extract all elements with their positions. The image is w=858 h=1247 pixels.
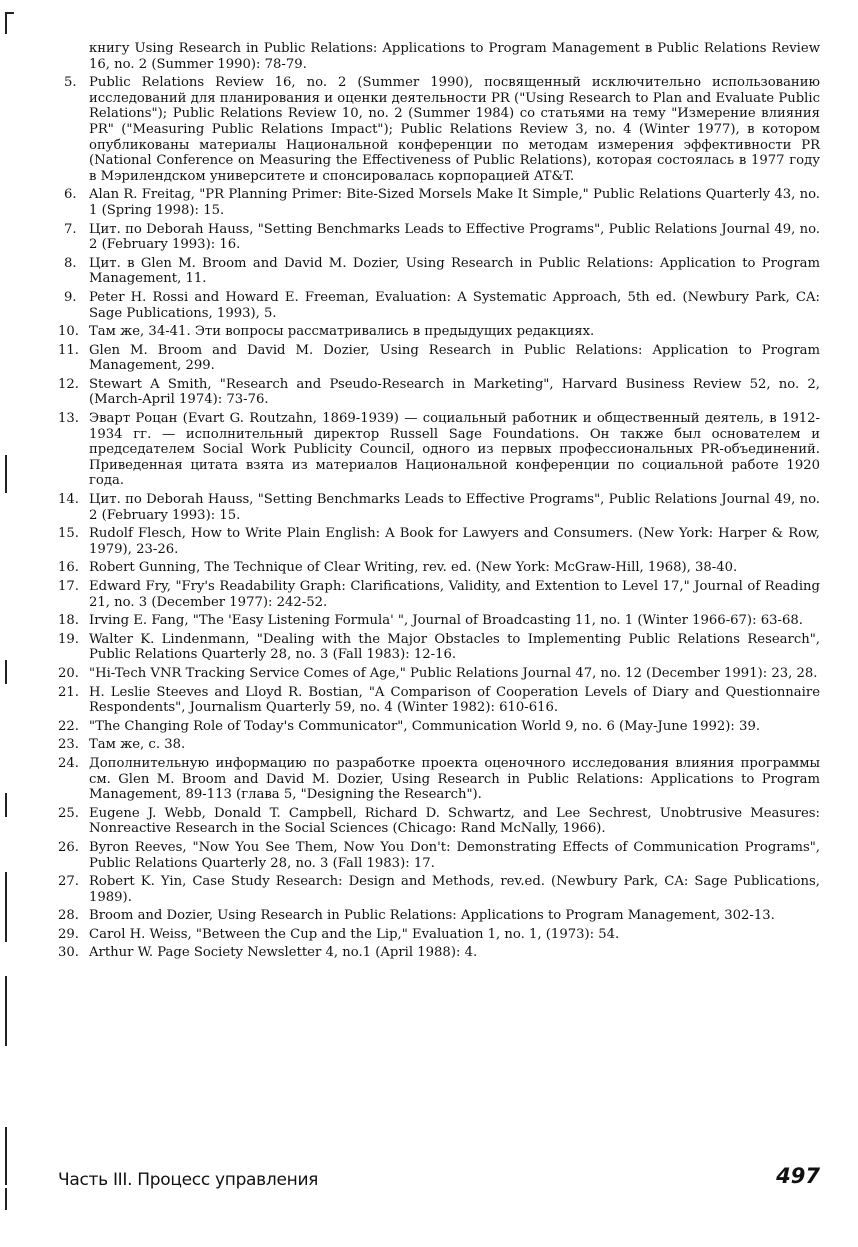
endnote-number: 6. xyxy=(64,187,77,203)
endnote-number: 25. xyxy=(58,805,79,821)
endnote-number: 23. xyxy=(58,737,79,753)
endnote-text: Там же, 34-41. Эти вопросы рассматривались в предыдущих редакциях. xyxy=(89,324,595,340)
endnote-text: Robert K. Yin, Case Study Research: Design and Methods, rev.ed. (Newbury Park, CA: Sage Publications, 1989). xyxy=(89,874,820,905)
endnote xyxy=(58,579,820,610)
endnote xyxy=(58,632,820,663)
endnote-text: Public Relations Review 16, no. 2 (Summer 1990), посвященный исключительно использованию исследований для планирования и оценки деятельности PR ("Using Research to Plan and Evaluate Public Relations"); Public Relations Review 10, no. 2 (Summer 1984) со статьями на тему "Измерение влияния PR" ("Measuring Public Relations Impact"); Public Relations Review 3, no. 4 (Winter 1977), в котором опубликованы материалы Национальной конференции по методам измерения эффективности PR (National Conference on Measuring the Effectiveness of Public Relations), которая состоялась в 1977 году в Мэрилендском университете и спонсировалась корпорацией AT&T. xyxy=(89,75,820,184)
endnote-number: 17. xyxy=(58,579,79,594)
endnote-text: Walter K. Lindenmann, "Dealing with the Major Obstacles to Implementing Public Relations Research", Public Relations Quarterly 28, no. 3 (Fall 1983): 12-16. xyxy=(89,631,820,663)
endnote xyxy=(58,560,820,576)
endnote xyxy=(58,41,820,72)
endnote xyxy=(58,908,820,924)
endnote-number: 11. xyxy=(58,342,79,358)
endnote-text: Stewart A Smith, "Research and Pseudo-Research in Marketing", Harvard Business Review 52, no. 2, (March-April 1974): 73-76. xyxy=(89,376,820,408)
endnote xyxy=(58,187,820,218)
endnote-text: Irving E. Fang, "The 'Easy Listening Formula' ", Journal of Broadcasting 11, no. 1 (Winter 1966-67): 63-68. xyxy=(89,613,803,629)
endnote-number: 28. xyxy=(58,908,79,924)
endnote-number: 18. xyxy=(58,613,79,629)
endnote xyxy=(58,666,820,682)
endnote-number: 7. xyxy=(64,221,77,237)
endnote-text: Arthur W. Page Society Newsletter 4, no.1 (April 1988): 4. xyxy=(89,945,478,961)
endnote xyxy=(58,874,820,905)
endnote-number: 12. xyxy=(58,376,79,392)
endnote-number: 29. xyxy=(58,926,79,942)
endnote-text: Peter H. Rossi and Howard E. Freeman, Evaluation: A Systematic Approach, 5th ed. (Newbury Park, CA: Sage Publications, 1993), 5. xyxy=(89,289,820,321)
margin-marks xyxy=(0,0,20,1247)
endnote-number: 19. xyxy=(58,631,79,647)
endnote-number: 20. xyxy=(58,665,79,681)
endnote-number: 5. xyxy=(64,75,77,91)
page-footer xyxy=(58,1164,820,1194)
endnote xyxy=(58,377,820,408)
endnote xyxy=(58,945,820,961)
endnote-text: книгу Using Research in Public Relations: Applications to Program Management в Public Relations Review 16, no. 2 (Summer 1990): 78-79. xyxy=(89,41,820,72)
endnote-text: Broom and Dozier, Using Research in Public Relations: Applications to Program Management, 302-13. xyxy=(89,908,775,924)
endnote xyxy=(58,222,820,253)
endnote xyxy=(58,719,820,735)
endnote-text: Glen M. Broom and David M. Dozier, Using Research in Public Relations: Application to Program Management, 299. xyxy=(89,342,820,374)
endnote xyxy=(58,290,820,321)
endnote xyxy=(58,756,820,803)
endnote-number: 22. xyxy=(58,718,79,734)
endnote xyxy=(58,411,820,489)
endnote-text: Эварт Роцан (Evart G. Routzahn, 1869-1939) — социальный работник и общественный деятель, в 1912-1934 гг. — исполнительный директор Russell Sage Foundations. Он также был основателем и председателем Social Work Publicity Council, одного из первых профессиональных PR-объединений. Приведенная цитата взята из материалов Национальной конференции по социальной работе 1920 года. xyxy=(89,411,820,489)
endnote xyxy=(58,737,820,753)
endnote-text: "The Changing Role of Today's Communicator", Communication World 9, no. 6 (May-June 1992): 39. xyxy=(89,718,761,734)
endnote xyxy=(58,324,820,340)
endnote-text: Carol H. Weiss, "Between the Cup and the Lip," Evaluation 1, no. 1, (1973): 54. xyxy=(89,926,620,942)
endnote-text: Цит. в Glen M. Broom and David M. Dozier, Using Research in Public Relations: Application to Program Management, 11. xyxy=(89,255,820,287)
endnote-text: Robert Gunning, The Technique of Clear Writing, rev. ed. (New York: McGraw-Hill, 1968), 38-40. xyxy=(89,560,738,576)
endnote xyxy=(58,927,820,943)
endnote xyxy=(58,806,820,837)
endnote-number: 15. xyxy=(58,526,79,542)
endnote-number: 16. xyxy=(58,560,79,576)
endnote-number: 21. xyxy=(58,684,79,700)
endnote-text: "Hi-Tech VNR Tracking Service Comes of Age," Public Relations Journal 47, no. 12 (December 1991): 23, 28. xyxy=(89,665,818,681)
endnote xyxy=(58,492,820,523)
endnote xyxy=(58,526,820,557)
endnote xyxy=(58,685,820,716)
endnote-number: 24. xyxy=(58,755,79,771)
endnote-text: Там же, с. 38. xyxy=(89,737,186,753)
endnote xyxy=(58,343,820,374)
endnote-text: Rudolf Flesch, How to Write Plain English: A Book for Lawyers and Consumers. (New York: Harper & Row, 1979), 23-26. xyxy=(89,526,820,557)
endnote-number: 9. xyxy=(64,289,77,305)
endnote-number: 8. xyxy=(64,255,77,271)
endnote-text: H. Leslie Steeves and Lloyd R. Bostian, "A Comparison of Cooperation Levels of Diary and Questionnaire Respondents", Journalism Quarterly 59, no. 4 (Winter 1982): 610-616. xyxy=(89,684,820,716)
endnote-text: Alan R. Freitag, "PR Planning Primer: Bite-Sized Morsels Make It Simple," Public Relations Quarterly 43, no. 1 (Spring 1998): 15. xyxy=(89,187,820,218)
endnote-number: 26. xyxy=(58,839,79,855)
endnote xyxy=(58,840,820,871)
page-number: 497 xyxy=(776,1164,820,1188)
endnote-text: Eugene J. Webb, Donald T. Campbell, Richard D. Schwartz, and Lee Sechrest, Unobtrusive Measures: Nonreactive Research in the Social Sciences (Chicago: Rand McNally, 1966). xyxy=(89,805,820,837)
endnote-number: 13. xyxy=(58,411,79,427)
endnotes-list xyxy=(58,41,820,961)
endnote-text: Byron Reeves, "Now You See Them, Now You Don't: Demonstrating Effects of Communication Programs", Public Relations Quarterly 28, no. 3 (Fall 1983): 17. xyxy=(89,839,820,871)
endnote-number: 30. xyxy=(58,945,79,961)
endnote-number: 10. xyxy=(58,324,79,340)
endnote xyxy=(58,256,820,287)
endnote-number: 27. xyxy=(58,874,79,890)
endnote-text: Цит. по Deborah Hauss, "Setting Benchmarks Leads to Effective Programs", Public Relations Journal 49, no. 2 (February 1993): 15. xyxy=(89,492,820,523)
section-title: Часть III. Процесс управления xyxy=(58,1170,319,1190)
endnote-text: Дополнительную информацию по разработке проекта оценочного исследования влияния программы см. Glen M. Broom and David M. Dozier, Using Research in Public Relations: Applications to Program Management, 89-113 (глава 5, "Designing the Research"). xyxy=(89,755,820,803)
endnote xyxy=(58,75,820,184)
endnote-text: Цит. по Deborah Hauss, "Setting Benchmarks Leads to Effective Programs", Public Relations Journal 49, no. 2 (February 1993): 16. xyxy=(89,221,820,253)
endnote xyxy=(58,613,820,629)
endnote-text: Edward Fry, "Fry's Readability Graph: Clarifications, Validity, and Extention to Level 17," Journal of Reading 21, no. 3 (December 1977): 242-52. xyxy=(89,579,820,610)
endnote-number: 14. xyxy=(58,492,79,508)
